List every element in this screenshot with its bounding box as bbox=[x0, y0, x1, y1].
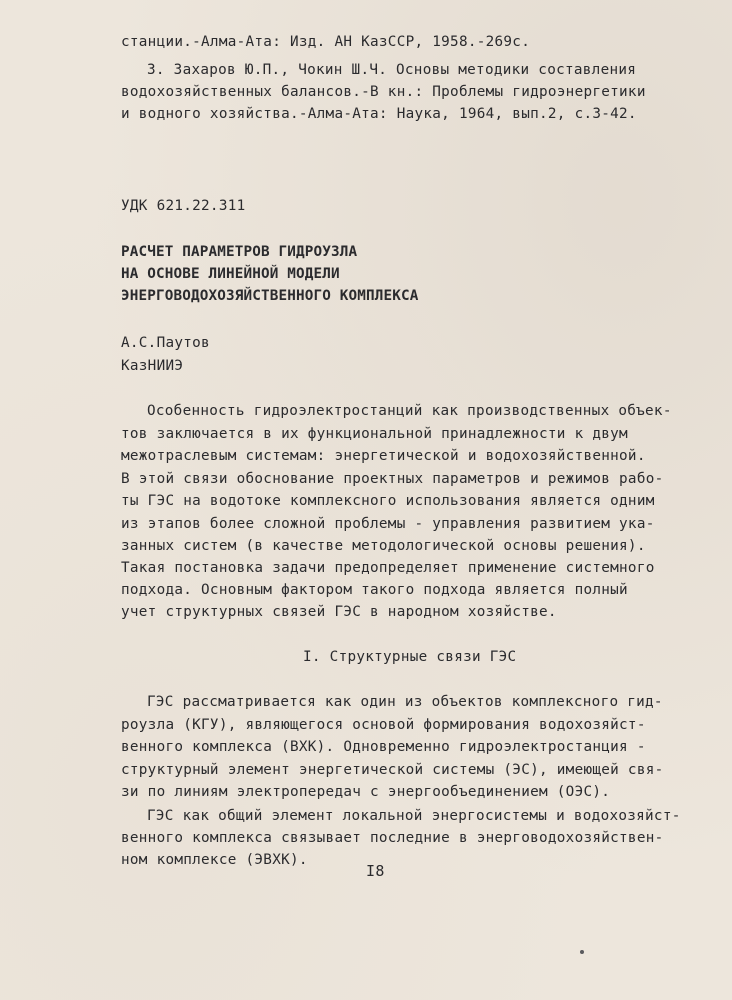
section-1-line-5: зи по линиям электропередач с энергообъединением (ОЭС). bbox=[121, 784, 611, 800]
section-1-line-1: ГЭС рассматривается как один из объектов комплексного гид- bbox=[147, 694, 663, 710]
intro-line-7: занных систем (в качестве методологической основы решения). bbox=[121, 538, 646, 554]
section-1-line-8: ном комплексе (ЭВХК). bbox=[121, 852, 308, 868]
reference-3-line-1: 3. Захаров Ю.П., Чокин Ш.Ч. Основы методики составления bbox=[147, 62, 637, 78]
section-1-line-3: венного комплекса (ВХК). Одновременно гидроэлектростанция - bbox=[121, 739, 646, 755]
intro-line-4: В этой связи обоснование проектных параметров и режимов рабо- bbox=[121, 471, 664, 487]
section-1-title: I. Структурные связи ГЭС bbox=[303, 649, 517, 665]
section-1-line-2: роузла (КГУ), являющегося основой формирования водохозяйст- bbox=[121, 717, 646, 733]
intro-line-9: подхода. Основным фактором такого подхода является полный bbox=[121, 582, 628, 598]
intro-line-2: тов заключается в их функциональной принадлежности к двум bbox=[121, 426, 628, 442]
article-title-line-1: РАСЧЕТ ПАРАМЕТРОВ ГИДРОУЗЛА bbox=[121, 244, 358, 260]
intro-line-5: ты ГЭС на водотоке комплексного использования является одним bbox=[121, 493, 655, 509]
author-institution: КазНИИЭ bbox=[121, 358, 184, 374]
intro-line-10: учет структурных связей ГЭС в народном хозяйстве. bbox=[121, 604, 557, 620]
udk-code: УДК 621.22.311 bbox=[121, 198, 246, 214]
reference-3-line-2: водохозяйственных балансов.-В кн.: Проблемы гидроэнергетики bbox=[121, 84, 646, 100]
intro-line-1: Особенность гидроэлектростанций как производственных объек- bbox=[147, 403, 672, 419]
section-1-line-7: венного комплекса связывает последние в энерговодохозяйствен- bbox=[121, 830, 664, 846]
section-1-line-4: структурный элемент энергетической системы (ЭС), имеющей свя- bbox=[121, 762, 664, 778]
intro-line-8: Такая постановка задачи предопределяет применение системного bbox=[121, 560, 655, 576]
reference-3-line-3: и водного хозяйства.-Алма-Ата: Наука, 1964, вып.2, с.3-42. bbox=[121, 106, 637, 122]
article-title-line-3: ЭНЕРГОВОДОХОЗЯЙСТВЕННОГО КОМПЛЕКСА bbox=[121, 288, 419, 304]
intro-line-6: из этапов более сложной проблемы - управления развитием ука- bbox=[121, 516, 655, 532]
intro-line-3: межотраслевым системам: энергетической и водохозяйственной. bbox=[121, 448, 646, 464]
reference-previous-tail: станции.-Алма-Ата: Изд. АН КазССР, 1958.-269с. bbox=[121, 34, 531, 50]
author-name: А.С.Паутов bbox=[121, 335, 210, 351]
page-number: I8 bbox=[366, 862, 385, 880]
article-title-line-2: НА ОСНОВЕ ЛИНЕЙНОЙ МОДЕЛИ bbox=[121, 266, 340, 282]
section-1-line-6: ГЭС как общий элемент локальной энергосистемы и водохозяйст- bbox=[147, 808, 681, 824]
paper-speck bbox=[580, 950, 584, 954]
